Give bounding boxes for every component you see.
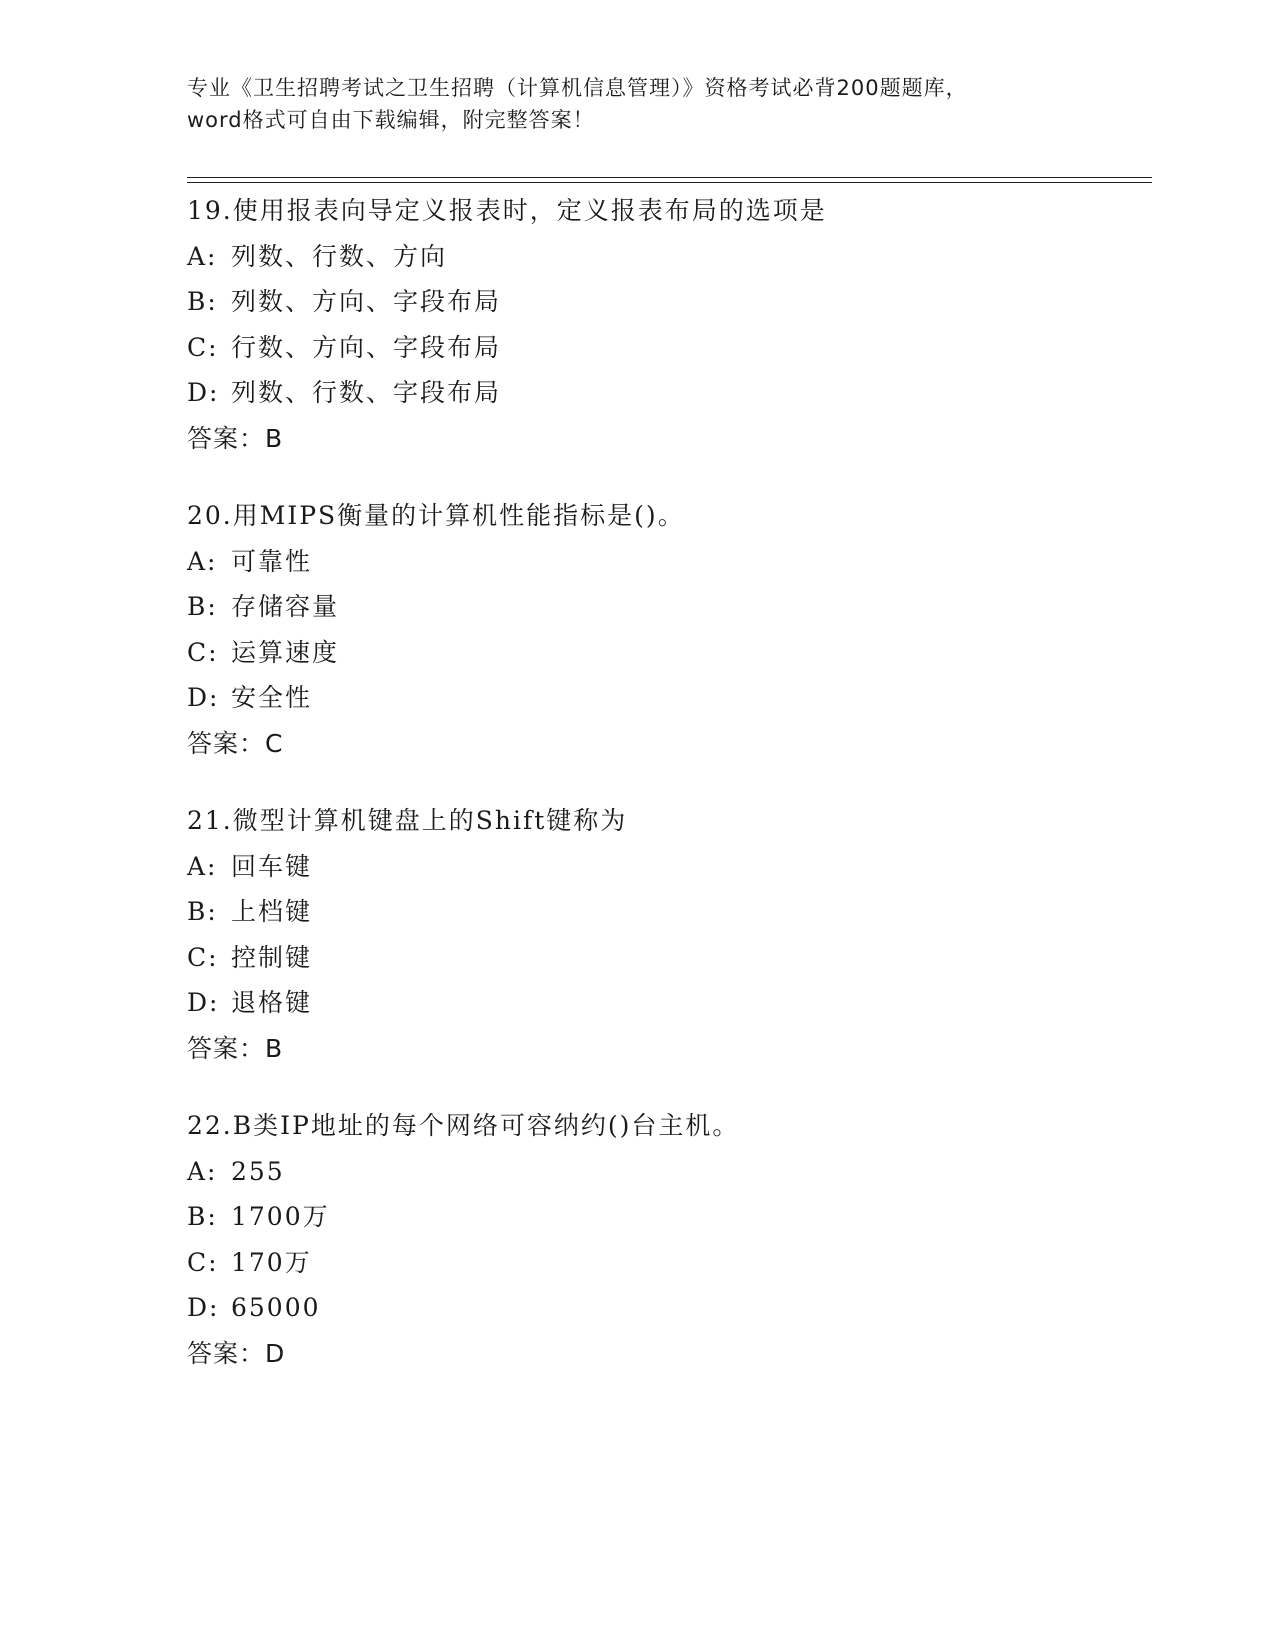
option-c: [187, 630, 1147, 676]
option-d: [187, 675, 1147, 721]
header-divider: [187, 177, 1152, 183]
option-text: 行数、方向、字段布局: [231, 332, 502, 362]
option-label: D:: [187, 683, 220, 712]
question-22: [187, 1103, 1147, 1376]
option-label: C:: [187, 332, 219, 362]
option-d: [187, 980, 1147, 1026]
option-text: 列数、行数、方向: [231, 241, 448, 271]
option-label: D:: [187, 1293, 220, 1322]
header-line-2: word格式可自由下载编辑，附完整答案！: [187, 108, 595, 132]
option-label: B:: [187, 287, 218, 316]
question-title: 22.B类IP地址的每个网络可容纳约()台主机。: [187, 1111, 740, 1140]
option-d: [187, 370, 1147, 416]
header-line-1: 专业《卫生招聘考试之卫生招聘（计算机信息管理）》资格考试必背200题题库，: [187, 76, 968, 100]
option-label: B:: [187, 592, 218, 621]
option-a: [187, 234, 1147, 280]
option-label: D:: [187, 378, 220, 407]
answer: 答案：B: [187, 423, 284, 453]
option-text: 列数、行数、字段布局: [231, 378, 502, 407]
option-text: 255: [231, 1156, 285, 1186]
question-title: 20.用MIPS衡量的计算机性能指标是()。: [187, 501, 685, 530]
option-c: [187, 1240, 1147, 1286]
option-label: A:: [187, 851, 218, 881]
option-text: 列数、方向、字段布局: [231, 287, 502, 316]
option-text: 可靠性: [231, 546, 313, 576]
option-b: [187, 584, 1147, 630]
option-label: D:: [187, 988, 220, 1017]
option-label: B:: [187, 897, 218, 926]
option-text: 回车键: [231, 851, 313, 881]
option-label: A:: [187, 241, 218, 271]
question-list: [187, 188, 1147, 1408]
answer: 答案：D: [187, 1338, 286, 1368]
answer: 答案：C: [187, 728, 284, 758]
question-20: [187, 493, 1147, 766]
question-21: [187, 798, 1147, 1071]
option-a: [187, 539, 1147, 585]
option-text: 1700万: [231, 1202, 330, 1231]
option-a: [187, 844, 1147, 890]
option-text: 退格键: [231, 988, 313, 1017]
option-d: [187, 1285, 1147, 1331]
option-label: B:: [187, 1202, 218, 1231]
option-text: 控制键: [231, 942, 313, 972]
option-label: C:: [187, 637, 219, 667]
option-text: 运算速度: [231, 637, 340, 667]
option-label: C:: [187, 942, 219, 972]
answer: 答案：B: [187, 1033, 284, 1063]
document-header: [187, 72, 1087, 136]
option-text: 65000: [231, 1293, 321, 1322]
option-b: [187, 279, 1147, 325]
option-b: [187, 1194, 1147, 1240]
option-label: A:: [187, 546, 218, 576]
option-text: 存储容量: [231, 592, 340, 621]
option-text: 170万: [231, 1247, 312, 1277]
option-text: 安全性: [231, 683, 313, 712]
option-label: C:: [187, 1247, 219, 1277]
option-c: [187, 935, 1147, 981]
option-label: A:: [187, 1156, 218, 1186]
option-c: [187, 325, 1147, 371]
option-a: [187, 1149, 1147, 1195]
option-b: [187, 889, 1147, 935]
question-19: [187, 188, 1147, 461]
question-title: 19.使用报表向导定义报表时，定义报表布局的选项是: [187, 196, 827, 225]
question-title: 21.微型计算机键盘上的Shift键称为: [187, 806, 628, 835]
option-text: 上档键: [231, 897, 313, 926]
